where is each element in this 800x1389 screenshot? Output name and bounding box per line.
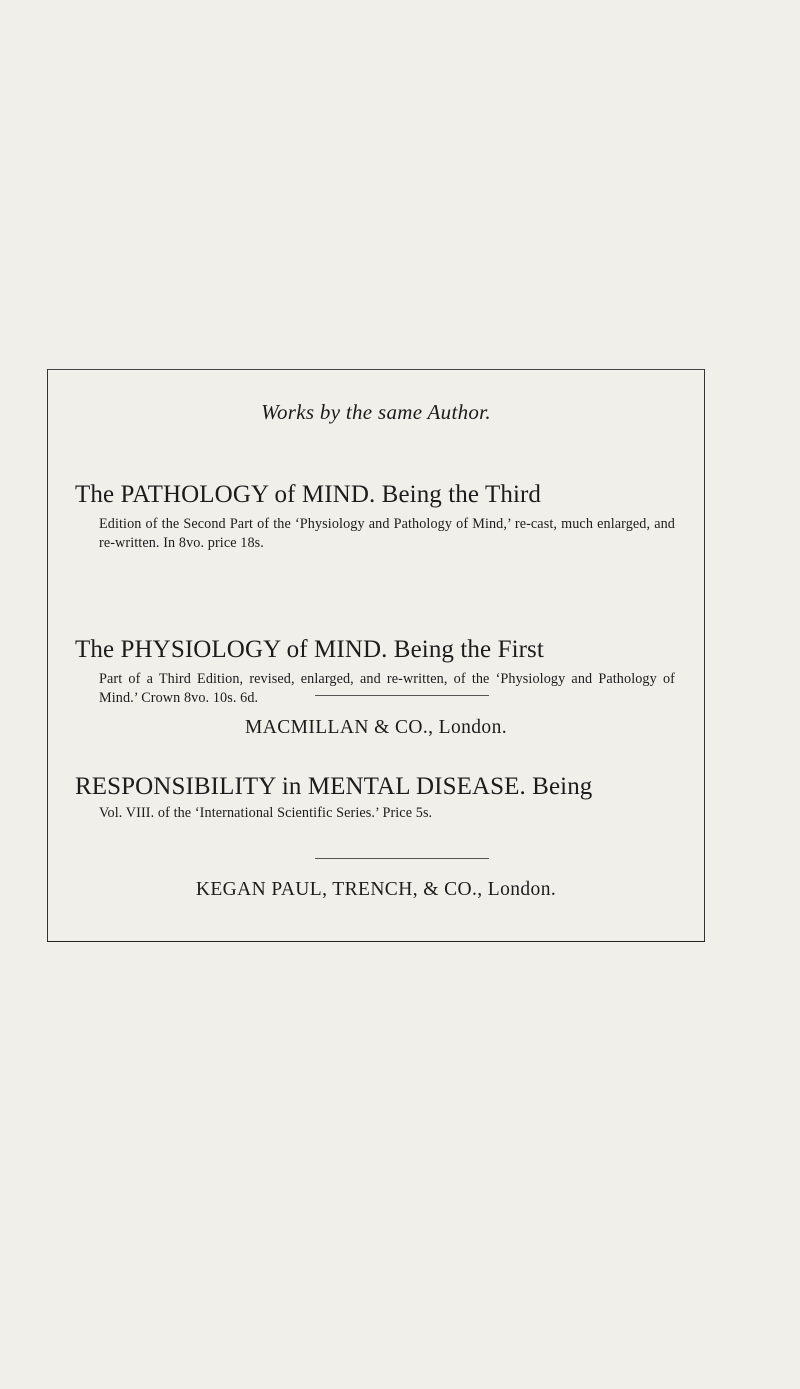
book-title: The PATHOLOGY of MIND. Being the Third [75,481,542,508]
book-title: RESPONSIBILITY in MENTAL DISEASE. Being [75,773,593,800]
book-description: Edition of the Second Part of the ‘Physiology and Pathology of Mind,’ re-cast, much enlarged, and re-written. In 8vo. price 18s. [99,516,675,551]
publisher-macmillan: MACMILLAN & CO., London. [244,717,507,738]
heading: Works by the same Author. [261,400,491,424]
advertisement-box [47,369,705,942]
divider-rule [315,858,489,859]
book-title: The PHYSIOLOGY of MIND. Being the First [75,636,544,663]
book-description: Vol. VIII. of the ‘International Scientific Series.’ Price 5s. [99,805,433,821]
divider-rule [315,695,489,696]
book-entry-responsibility [75,772,675,823]
book-entry-physiology [75,635,675,708]
publisher-kegan-paul: KEGAN PAUL, TRENCH, & CO., London. [195,879,557,900]
book-entry-pathology [75,480,675,553]
book-description: Part of a Third Edition, revised, enlarged, and re-written, of the ‘Physiology and Pathology of Mind.’ Crown 8vo. 10s. 6d. [99,671,675,706]
